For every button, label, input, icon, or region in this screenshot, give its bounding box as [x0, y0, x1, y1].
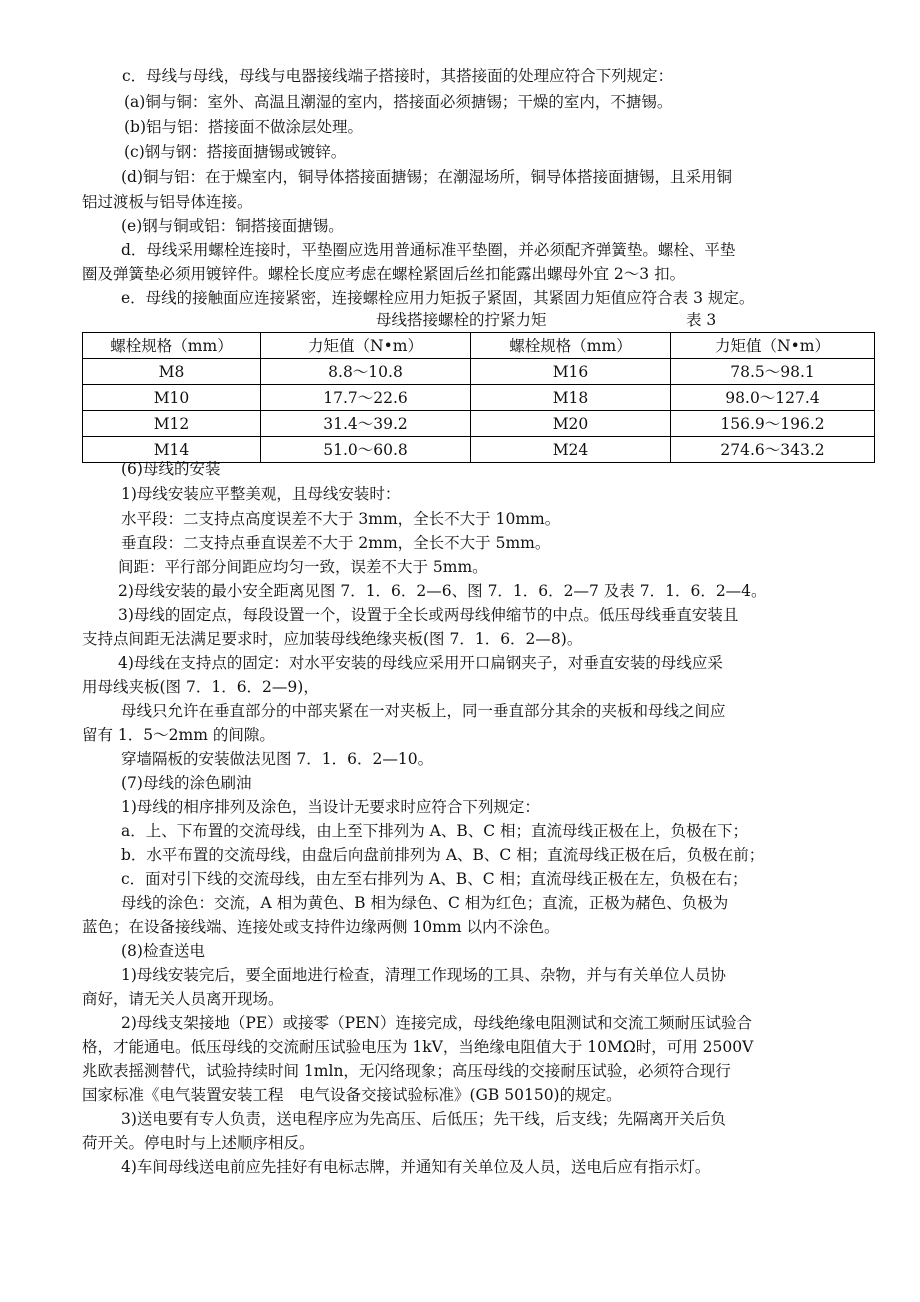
- table-cell: M12: [83, 411, 261, 437]
- section-heading: (8)检查送电: [121, 942, 205, 960]
- paragraph-line: 4)母线在支持点的固定：对水平安装的母线应采用开口扁钢夹子，对垂直安装的母线应采: [118, 654, 723, 672]
- table-cell: 51.0～60.8: [261, 437, 471, 463]
- section-heading: (6)母线的安装: [121, 460, 221, 478]
- table-cell: M8: [83, 359, 261, 385]
- paragraph-line: (b)铝与铝：搭接面不做涂层处理。: [124, 118, 364, 136]
- paragraph-line: 穿墙隔板的安装做法见图 7．1．6．2—10。: [121, 750, 434, 768]
- table-row: [83, 359, 875, 385]
- paragraph-line: 垂直段：二支持点垂直误差不大于 2mm，全长不大于 5mm。: [121, 534, 551, 552]
- paragraph-line: a．上、下布置的交流母线，由上至下排列为 A、B、C 相；直流母线正极在上，负极在下；: [121, 822, 749, 840]
- paragraph-line: 兆欧表摇测替代，试验持续时间 1mln，无闪络现象；高压母线的交接耐压试验，必须符合现行: [82, 1062, 731, 1080]
- table-cell: 8.8～10.8: [261, 359, 471, 385]
- paragraph-line: 圈及弹簧垫必须用镀锌件。螺栓长度应考虑在螺栓紧固后丝扣能露出螺母外宜 2～3 扣。: [82, 265, 686, 283]
- paragraph-line: 蓝色；在设备接线端、连接处或支持件边缘两侧 10mm 以内不涂色。: [82, 918, 560, 936]
- paragraph-line: 2)母线安装的最小安全距离见图 7．1．6．2—6、图 7．1．6．2—7 及表 7．1．6．2—4。: [118, 582, 767, 600]
- header-torque: 力矩值（N•m）: [261, 333, 471, 359]
- table-cell: M16: [471, 359, 671, 385]
- paragraph-line: 商好，请无关人员离开现场。: [82, 990, 284, 1008]
- paragraph-line: 1)母线安装应平整美观，且母线安装时：: [121, 485, 401, 503]
- paragraph-line: e．母线的接触面应连接紧密，连接螺栓应用力矩扳子紧固，其紧固力矩值应符合表 3 规定。: [121, 289, 755, 307]
- paragraph-line: 母线只允许在垂直部分的中部夹紧在一对夹板上，同一垂直部分其余的夹板和母线之间应: [121, 702, 726, 720]
- table-cell: 156.9～196.2: [671, 411, 875, 437]
- paragraph-line: d．母线采用螺栓连接时，平垫圈应选用普通标准平垫圈，并必须配齐弹簧垫。螺栓、平垫: [121, 241, 736, 259]
- paragraph-line: 留有 1．5～2mm 的间隙。: [82, 726, 275, 744]
- paragraph-line: (c)钢与钢：搭接面搪锡或镀锌。: [124, 143, 347, 161]
- table-cell: M24: [471, 437, 671, 463]
- paragraph-line: 1)母线安装完后，要全面地进行检查，清理工作现场的工具、杂物，并与有关单位人员协: [121, 966, 726, 984]
- paragraph-line: 支持点间距无法满足要求时，应加装母线绝缘夹板(图 7．1．6．2—8)。: [82, 630, 583, 648]
- table-row: [83, 385, 875, 411]
- table-number: 表 3: [686, 311, 717, 329]
- table-caption: 母线搭接螺栓的拧紧力矩: [376, 311, 547, 329]
- table-cell: M10: [83, 385, 261, 411]
- section-heading: (7)母线的涂色刷油: [121, 774, 252, 792]
- paragraph-line: 间距：平行部分间距应均匀一致，误差不大于 5mm。: [118, 558, 488, 576]
- paragraph-line: 格，才能通电。低压母线的交流耐压试验电压为 1kV，当绝缘电阻值大于 10MΩ时，可用 2500V: [82, 1038, 754, 1056]
- paragraph-line: 1)母线的相序排列及涂色，当设计无要求时应符合下列规定：: [121, 798, 540, 816]
- paragraph-line: (e)钢与铜或铝：铜搭接面搪锡。: [121, 217, 344, 235]
- bolt-torque-table: [82, 332, 875, 463]
- table-cell: M14: [83, 437, 261, 463]
- paragraph-line: 用母线夹板(图 7．1．6．2—9)，: [82, 678, 319, 696]
- paragraph-line: b．水平布置的交流母线，由盘后向盘前排列为 A、B、C 相；直流母线正极在后，负极在前；: [121, 846, 765, 864]
- paragraph-line: 3)母线的固定点，每段设置一个，设置于全长或两母线伸缩节的中点。低压母线垂直安装且: [118, 606, 739, 624]
- header-torque: 力矩值（N•m）: [671, 333, 875, 359]
- paragraph-line: 荷开关。停电时与上述顺序相反。: [82, 1134, 315, 1152]
- header-bolt-spec: 螺栓规格（mm）: [83, 333, 261, 359]
- table-cell: 274.6～343.2: [671, 437, 875, 463]
- table-header-row: [83, 333, 875, 359]
- paragraph-line: 铝过渡板与铝导体连接。: [82, 193, 253, 211]
- table-cell: 17.7～22.6: [261, 385, 471, 411]
- paragraph-line: 水平段：二支持点高度误差不大于 3mm，全长不大于 10mm。: [121, 510, 561, 528]
- paragraph-line: (a)铜与铜：室外、高温且潮湿的室内，搭接面必须搪锡；干燥的室内，不搪锡。: [124, 93, 673, 111]
- paragraph-line: c．面对引下线的交流母线，由左至右排列为 A、B、C 相；直流母线正极在左，负极在右；: [121, 870, 748, 888]
- paragraph-line: 4)车间母线送电前应先挂好有电标志牌，并通知有关单位及人员，送电后应有指示灯。: [121, 1158, 711, 1176]
- paragraph-line: (d)铜与铝：在于燥室内，铜导体搭接面搪锡；在潮湿场所，铜导体搭接面搪锡，且采用铜: [121, 168, 733, 186]
- paragraph-line: 国家标准《电气装置安装工程 电气设备交接试验标准》(GB 50150)的规定。: [82, 1086, 622, 1104]
- paragraph-line: c．母线与母线，母线与电器接线端子搭接时，其搭接面的处理应符合下列规定：: [122, 67, 674, 85]
- table-cell: 31.4～39.2: [261, 411, 471, 437]
- header-bolt-spec: 螺栓规格（mm）: [471, 333, 671, 359]
- paragraph-line: 3)送电要有专人负责，送电程序应为先高压、后低压；先干线，后支线；先隔离开关后负: [121, 1110, 726, 1128]
- table-row: [83, 411, 875, 437]
- paragraph-line: 2)母线支架接地（PE）或接零（PEN）连接完成，母线绝缘电阻测试和交流工频耐压试验合: [121, 1014, 752, 1032]
- table-cell: M18: [471, 385, 671, 411]
- table-cell: 98.0～127.4: [671, 385, 875, 411]
- paragraph-line: 母线的涂色：交流，A 相为黄色、B 相为绿色、C 相为红色；直流，正极为赭色、负极为: [121, 894, 729, 912]
- table-cell: 78.5～98.1: [671, 359, 875, 385]
- table-cell: M20: [471, 411, 671, 437]
